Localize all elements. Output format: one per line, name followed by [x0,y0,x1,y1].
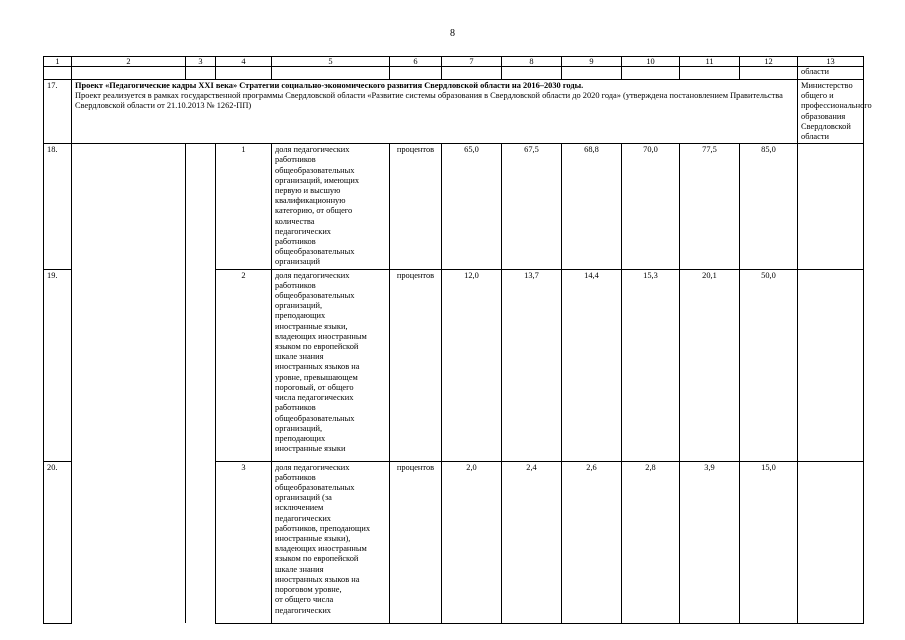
value: 85,0 [740,144,798,269]
value: 65,0 [442,144,502,269]
value: 15,3 [622,269,680,461]
row-number: 19. [44,269,72,461]
value: 50,0 [740,269,798,461]
column-header: 10 [622,57,680,67]
row-number: 18. [44,144,72,269]
column-header: 12 [740,57,798,67]
indicator-index: 2 [216,269,272,461]
column-header: 3 [186,57,216,67]
row-number: 17. [44,80,72,144]
column-header: 2 [72,57,186,67]
indicator-text: доля педагогических работников общеобразовательных организаций, преподающих иностранные языки, владеющих иностранным языком по европейской шкале знания иностранных языков на уровне, превышающем пороговый, от общего числа педагогических работников общеобразовательных организаций, преподающих иностранные языки [272,269,390,461]
value: 2,4 [502,461,562,623]
column-header: 4 [216,57,272,67]
column-header: 13 [798,57,864,67]
column-header: 1 [44,57,72,67]
project-row [44,80,864,144]
row-number: 20. [44,461,72,623]
responsible-cell [798,461,864,623]
value: 2,8 [622,461,680,623]
unit: процентов [390,144,442,269]
value: 77,5 [680,144,740,269]
value: 14,4 [562,269,622,461]
project-description: Проект реализуется в рамках государственной программы Свердловской области «Развитие системы образования в Свердловской области до 2020 года» (утверждена постановлением Правительства Свердловской области от 21.10.2013 № 1262-ПП) [75,91,783,110]
column-header: 9 [562,57,622,67]
continuation-text: области [798,67,864,80]
column-header: 7 [442,57,502,67]
indicator-index: 3 [216,461,272,623]
value: 13,7 [502,269,562,461]
column-header: 11 [680,57,740,67]
responsible-cell [798,269,864,461]
value: 67,5 [502,144,562,269]
unit: процентов [390,461,442,623]
value: 3,9 [680,461,740,623]
column-number-row [44,57,864,67]
value: 12,0 [442,269,502,461]
column-header: 8 [502,57,562,67]
continuation-row [44,67,864,80]
responsible-body: Министерство общего и профессионального образования Свердловской области [798,80,864,144]
indicator-text: доля педагогических работников общеобразовательных организаций (за исключением педагогических работников, преподающих иностранные языки), владеющих иностранным языком по европейской шкале знания иностранных языков на пороговом уровне, от общего числа педагогических [272,461,390,623]
responsible-cell [798,144,864,269]
goal-cell [72,144,186,623]
column-header: 5 [272,57,390,67]
value: 68,8 [562,144,622,269]
indicator-text: доля педагогических работников общеобразовательных организаций, имеющих первую и высшую квалификационную категорию, от общего количества педагогических работников общеобразовательных организаций [272,144,390,269]
column-header: 6 [390,57,442,67]
value: 15,0 [740,461,798,623]
value: 2,6 [562,461,622,623]
project-cell [72,80,798,144]
value: 70,0 [622,144,680,269]
page-number: 8 [450,28,455,39]
value: 20,1 [680,269,740,461]
indicators-table [43,56,872,624]
table-row [44,144,864,269]
value: 2,0 [442,461,502,623]
task-cell [186,144,216,623]
indicator-index: 1 [216,144,272,269]
project-title: Проект «Педагогические кадры XXI века» Стратегии социально-экономического развития Свердловской области на 2016–2030 годы. [75,81,584,90]
unit: процентов [390,269,442,461]
